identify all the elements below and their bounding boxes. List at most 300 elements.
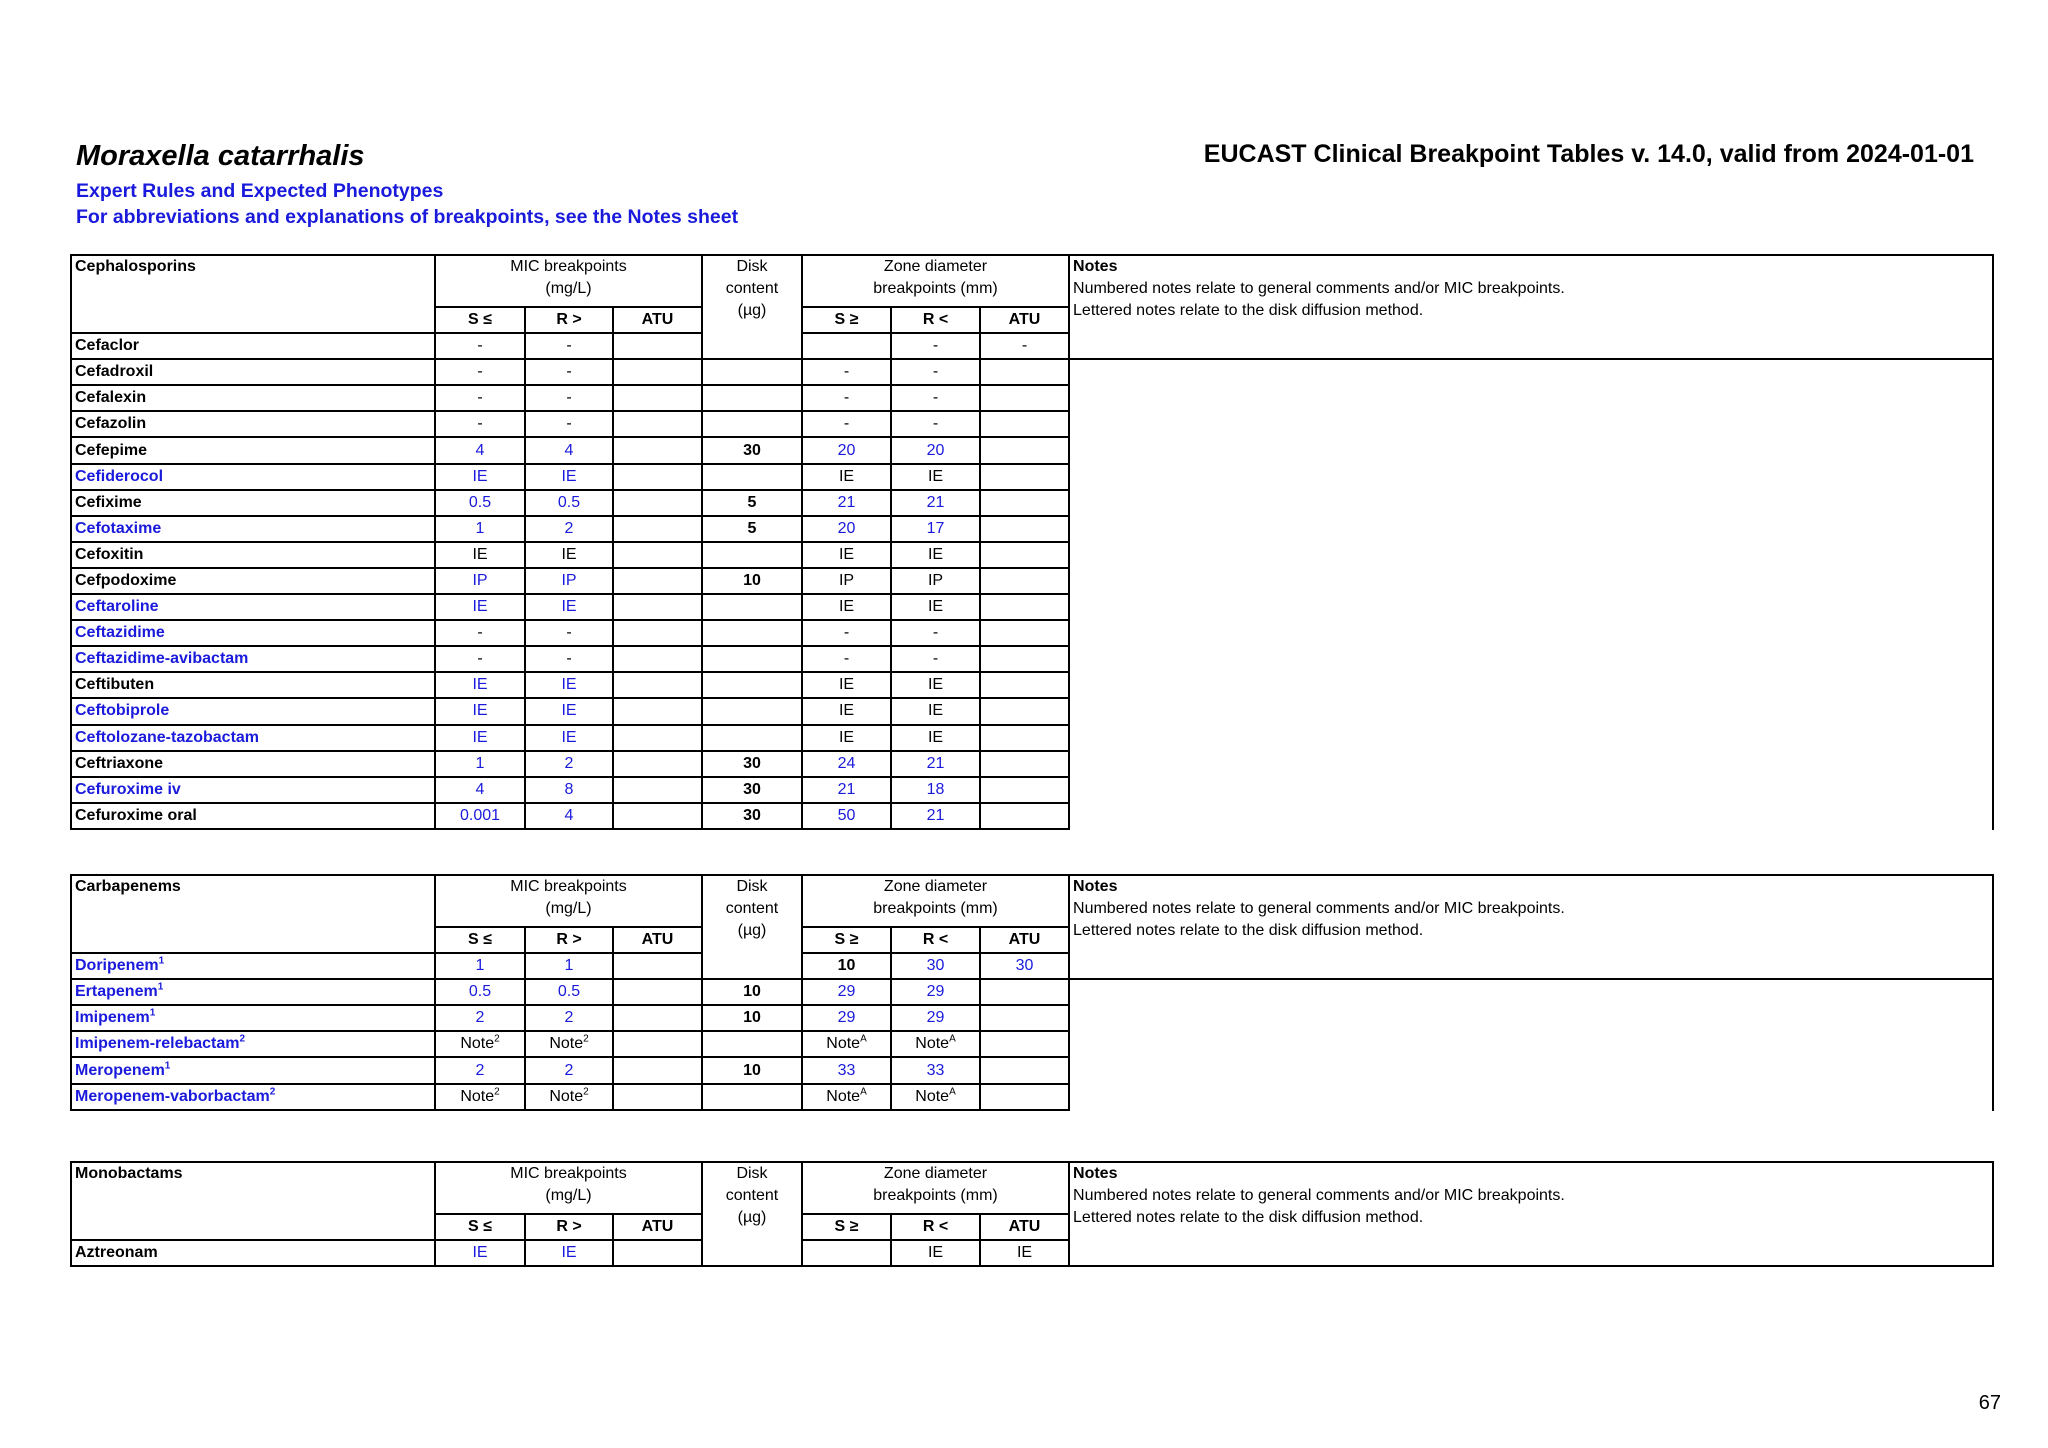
table-row	[71, 385, 1993, 411]
disk-content-value	[702, 516, 802, 542]
zone-s-value-text: 30	[926, 957, 945, 975]
mic-s-value-text: -	[477, 337, 483, 355]
mic-r-value-note-ref: 2	[583, 1086, 589, 1098]
notes-header	[1069, 1162, 1993, 1266]
mic-s-value	[435, 725, 525, 751]
zone-r-value-text: 20	[926, 441, 945, 459]
zone-r-value	[891, 594, 980, 620]
table-row	[71, 464, 1993, 490]
mic-s-value	[435, 1005, 525, 1031]
zone-s-value	[802, 464, 891, 490]
zone-r-value	[980, 1240, 1069, 1266]
mic-r-value-text: 2	[564, 754, 574, 772]
mic-atu-value	[613, 385, 702, 411]
mic-s-value	[435, 751, 525, 777]
drug-name	[71, 979, 435, 1005]
disk-content-value	[702, 751, 802, 777]
table-row	[71, 542, 1993, 568]
mic-s-value-text: IE	[472, 467, 488, 485]
zone-s-value	[802, 1005, 891, 1031]
mic-r-value	[525, 1005, 613, 1031]
zone-s-value-text: 50	[837, 806, 856, 824]
mic-atu-header: ATU	[613, 1214, 702, 1240]
zone-atu-value	[980, 542, 1069, 568]
drug-name	[71, 359, 435, 385]
mic-r-value	[525, 725, 613, 751]
zone-atu-value	[980, 385, 1069, 411]
drug-name-text: Cefadroxil	[75, 363, 154, 381]
drug-name-text: Ceftazidime	[75, 624, 165, 642]
drug-name	[71, 777, 435, 803]
notes-line2: Lettered notes relate to the disk diffusion method.	[1073, 1209, 1424, 1226]
mic-r-value-text: 2	[564, 519, 574, 537]
mic-atu-value	[613, 333, 702, 359]
zone-s-value	[802, 751, 891, 777]
mic-atu-value	[613, 490, 702, 516]
mic-atu-value	[613, 620, 702, 646]
mic-r-value	[525, 1031, 613, 1057]
zone-s-value	[891, 953, 980, 979]
drug-name-text: Ceftolozane-tazobactam	[75, 728, 260, 746]
zone-s-value	[802, 516, 891, 542]
zone-s-value	[802, 385, 891, 411]
zone-r-value-note-ref: A	[949, 1086, 956, 1098]
disk-content-value	[702, 803, 802, 829]
mic-r-value	[525, 333, 613, 359]
zone-s-value	[802, 542, 891, 568]
mic-atu-value	[613, 1057, 702, 1083]
zone-s-value	[802, 1057, 891, 1083]
zone-s-value-text: 20	[837, 441, 856, 459]
zone-atu-header: ATU	[980, 1214, 1069, 1240]
zone-r-value	[980, 333, 1069, 359]
table-row	[71, 516, 1993, 542]
zone-r-value-text: Note	[915, 1035, 950, 1053]
table-row	[71, 359, 1993, 385]
drug-name	[71, 1031, 435, 1057]
notes-line2: Lettered notes relate to the disk diffusion method.	[1073, 302, 1424, 319]
mic-atu-value	[613, 1005, 702, 1031]
disk-content-value	[702, 979, 802, 1005]
table-carbapenems	[70, 874, 1994, 1111]
mic-r-value	[525, 359, 613, 385]
mic-r-value-text: 0.5	[557, 493, 581, 511]
drug-name	[71, 646, 435, 672]
mic-s-value-note-ref: 2	[494, 1034, 500, 1046]
drug-name	[71, 437, 435, 463]
mic-s-value-text: 4	[475, 780, 485, 798]
mic-r-value	[525, 1240, 613, 1266]
zone-s-value-text: IE	[838, 676, 855, 694]
disk-content-value	[702, 437, 802, 463]
mic-r-value	[525, 464, 613, 490]
mic-atu-value	[613, 1031, 702, 1057]
mic-s-header: S ≤	[435, 927, 525, 953]
disk-content-value	[702, 385, 802, 411]
mic-header-line1: MIC breakpoints	[510, 258, 627, 275]
mic-atu-value	[613, 437, 702, 463]
mic-header-line2: (mg/L)	[545, 280, 592, 297]
class-heading: Monobactams	[71, 1162, 435, 1240]
mic-s-value-text: -	[477, 415, 483, 433]
mic-r-value	[525, 385, 613, 411]
zone-r-value	[891, 385, 980, 411]
disk-content-value-text: 10	[743, 1061, 761, 1079]
zone-s-value-note-ref: A	[860, 1034, 867, 1046]
zone-atu-value	[980, 803, 1069, 829]
table-row	[71, 751, 1993, 777]
mic-s-value	[435, 516, 525, 542]
disk-header-line2: content	[725, 900, 779, 917]
mic-atu-value	[613, 803, 702, 829]
drug-name-text: Cefaclor	[75, 337, 140, 355]
zone-atu-value	[980, 725, 1069, 751]
notes-line2: Lettered notes relate to the disk diffusion method.	[1073, 922, 1424, 939]
mic-header	[435, 875, 702, 927]
mic-s-value	[435, 333, 525, 359]
zone-r-value-text: 21	[926, 754, 945, 772]
drug-name-text: Cefuroxime oral	[75, 806, 197, 824]
mic-r-value-text: 0.5	[557, 983, 581, 1001]
mic-r-value	[525, 568, 613, 594]
zone-r-value-text: -	[1021, 337, 1028, 355]
notes-heading: Notes	[1073, 1165, 1118, 1182]
zone-s-value-text: 21	[837, 780, 856, 798]
drug-name-text: Meropenem-vaborbactam	[75, 1087, 270, 1105]
drug-name-note-ref: 1	[164, 1060, 171, 1072]
zone-r-value-text: 18	[926, 780, 945, 798]
class-heading: Cephalosporins	[71, 255, 435, 333]
zone-atu-value	[980, 1084, 1069, 1110]
zone-s-value	[802, 620, 891, 646]
zone-r-value	[891, 464, 980, 490]
mic-s-value	[435, 437, 525, 463]
zone-r-value-text: 29	[926, 1009, 945, 1027]
mic-s-value	[435, 464, 525, 490]
mic-atu-value	[613, 777, 702, 803]
zone-r-value	[891, 568, 980, 594]
mic-r-value	[525, 1057, 613, 1083]
mic-s-value-text: -	[477, 363, 483, 381]
page-number: 67	[1978, 1392, 2001, 1414]
zone-s-value	[891, 1240, 980, 1266]
drug-name-note-ref: 1	[157, 981, 164, 993]
drug-name-text: Meropenem	[75, 1061, 165, 1079]
mic-header-line2: (mg/L)	[545, 900, 592, 917]
mic-r-value	[525, 953, 613, 979]
zone-r-value	[980, 953, 1069, 979]
mic-atu-value	[613, 1240, 702, 1266]
zone-s-value-text: IP	[838, 571, 855, 589]
zone-r-header: R <	[891, 927, 980, 953]
zone-atu-value	[980, 594, 1069, 620]
zone-r-header: R <	[891, 1214, 980, 1240]
mic-atu-value	[613, 1084, 702, 1110]
mic-s-value	[435, 1057, 525, 1083]
mic-r-value-text: -	[566, 415, 572, 433]
drug-name	[71, 1005, 435, 1031]
disk-content-value	[702, 1005, 802, 1031]
zone-r-value	[891, 542, 980, 568]
notes-line1: Numbered notes relate to general comments and/or MIC breakpoints.	[1073, 1187, 1565, 1204]
zone-r-value	[891, 437, 980, 463]
disk-content-value-text: 10	[743, 1009, 761, 1027]
mic-s-value	[435, 359, 525, 385]
zone-s-value-text: -	[843, 389, 850, 407]
zone-r-value-text: 17	[926, 519, 945, 537]
version-title: EUCAST Clinical Breakpoint Tables v. 14.0, valid from 2024-01-01	[1203, 140, 1974, 168]
table-row	[71, 803, 1993, 829]
zone-s-value	[802, 725, 891, 751]
notes-heading: Notes	[1073, 878, 1118, 895]
zone-s-value	[802, 490, 891, 516]
zone-s-value	[802, 803, 891, 829]
table-row	[71, 568, 1993, 594]
zone-s-header: S ≥	[802, 307, 891, 333]
mic-r-value-text: 1	[564, 957, 574, 975]
mic-r-header: R >	[525, 927, 613, 953]
disk-content-value	[702, 672, 802, 698]
mic-atu-value	[613, 594, 702, 620]
drug-name	[71, 620, 435, 646]
disk-content-value-text: 5	[747, 519, 757, 537]
disk-content-value-text: 30	[743, 806, 761, 824]
drug-name	[71, 411, 435, 437]
drug-name-text: Imipenem	[75, 1009, 150, 1027]
mic-header-line2: (mg/L)	[545, 1187, 592, 1204]
disk-content-value	[802, 333, 891, 359]
disk-header-line1: Disk	[736, 878, 768, 895]
zone-r-value-text: 30	[1015, 957, 1034, 975]
mic-s-value	[435, 953, 525, 979]
mic-r-header: R >	[525, 1214, 613, 1240]
mic-atu-header: ATU	[613, 927, 702, 953]
drug-name-text: Cefazolin	[75, 415, 147, 433]
zone-r-value	[891, 516, 980, 542]
zone-header-line1: Zone diameter	[883, 878, 988, 895]
disk-header	[702, 875, 802, 979]
mic-s-value-text: 1	[475, 957, 485, 975]
disk-header	[702, 1162, 802, 1266]
disk-content-value	[802, 1240, 891, 1266]
zone-r-value-text: IE	[927, 467, 944, 485]
zone-header	[802, 875, 1069, 927]
zone-s-value-text: 24	[837, 754, 856, 772]
drug-name-text: Cefuroxime iv	[75, 780, 181, 798]
zone-s-value-text: -	[932, 337, 939, 355]
mic-r-value-text: IE	[561, 467, 577, 485]
zone-r-value-text: -	[932, 363, 939, 381]
mic-r-value-text: IE	[561, 545, 577, 563]
zone-s-value-text: Note	[826, 1035, 861, 1053]
zone-header-line1: Zone diameter	[883, 258, 988, 275]
zone-atu-value	[980, 516, 1069, 542]
zone-r-value-text: IP	[927, 571, 944, 589]
zone-header	[802, 255, 1069, 307]
drug-name-text: Cefepime	[75, 441, 148, 459]
zone-atu-value	[980, 620, 1069, 646]
zone-atu-value	[980, 698, 1069, 724]
mic-r-value-text: -	[566, 337, 572, 355]
zone-r-value-text: Note	[915, 1087, 950, 1105]
mic-s-value	[435, 1240, 525, 1266]
mic-r-value	[525, 777, 613, 803]
drug-name-text: Doripenem	[75, 957, 159, 975]
table-row	[71, 698, 1993, 724]
mic-s-value-note-ref: 2	[494, 1086, 500, 1098]
mic-r-value	[525, 620, 613, 646]
drug-name	[71, 516, 435, 542]
disk-content-value	[702, 411, 802, 437]
zone-s-value-text: Note	[826, 1087, 861, 1105]
zone-r-value	[891, 646, 980, 672]
table-row	[71, 979, 1993, 1005]
zone-s-value	[891, 333, 980, 359]
zone-s-value-text: -	[843, 415, 850, 433]
mic-r-value-text: IE	[561, 728, 577, 746]
disk-content-value	[702, 698, 802, 724]
mic-s-value	[435, 777, 525, 803]
zone-header-line2: breakpoints (mm)	[873, 1187, 998, 1204]
zone-s-value	[802, 437, 891, 463]
disk-content-value	[702, 490, 802, 516]
zone-atu-value	[980, 1057, 1069, 1083]
table-row	[71, 490, 1993, 516]
disk-header-line2: content	[725, 280, 779, 297]
zone-s-value-text: 29	[837, 1009, 856, 1027]
abbreviations-note[interactable]: For abbreviations and explanations of breakpoints, see the Notes sheet	[76, 206, 739, 228]
mic-r-value	[525, 646, 613, 672]
zone-s-value	[802, 1031, 891, 1057]
mic-s-value-text: -	[477, 624, 483, 642]
zone-r-value	[891, 777, 980, 803]
mic-s-value	[435, 1084, 525, 1110]
table-row	[71, 1005, 1993, 1031]
disk-header-line3: (µg)	[737, 922, 767, 939]
drug-name	[71, 698, 435, 724]
mic-s-value-text: 2	[475, 1061, 485, 1079]
mic-atu-value	[613, 979, 702, 1005]
zone-s-value	[802, 568, 891, 594]
disk-content-value-text: 5	[747, 493, 757, 511]
drug-name	[71, 333, 435, 359]
mic-s-value-text: IE	[472, 1244, 488, 1262]
zone-atu-value	[980, 411, 1069, 437]
mic-r-value	[525, 672, 613, 698]
mic-r-value	[525, 516, 613, 542]
drug-name-text: Aztreonam	[75, 1244, 158, 1262]
expert-rules-link[interactable]: Expert Rules and Expected Phenotypes	[76, 180, 444, 202]
disk-content-value-text: 30	[743, 754, 761, 772]
drug-name-text: Cefalexin	[75, 389, 147, 407]
disk-content-value	[702, 568, 802, 594]
mic-s-value	[435, 385, 525, 411]
zone-s-value-text: 29	[837, 983, 856, 1001]
mic-s-value-text: -	[477, 650, 483, 668]
drug-name-text: Ceftaroline	[75, 598, 159, 616]
zone-atu-header: ATU	[980, 927, 1069, 953]
zone-atu-header: ATU	[980, 307, 1069, 333]
disk-content-value-text: 10	[743, 983, 761, 1001]
notes-line1: Numbered notes relate to general comments and/or MIC breakpoints.	[1073, 280, 1565, 297]
zone-atu-value	[980, 490, 1069, 516]
zone-r-value	[891, 411, 980, 437]
zone-r-value	[891, 803, 980, 829]
disk-header-line3: (µg)	[737, 1209, 767, 1226]
drug-name-text: Cefotaxime	[75, 519, 162, 537]
zone-s-value	[802, 672, 891, 698]
drug-name	[71, 490, 435, 516]
zone-s-value	[802, 646, 891, 672]
disk-content-value-text: 10	[837, 957, 856, 975]
zone-r-value-text: 21	[926, 806, 945, 824]
zone-r-header: R <	[891, 307, 980, 333]
mic-r-value-text: -	[566, 389, 572, 407]
drug-name-text: Ceftriaxone	[75, 754, 164, 772]
drug-name-note-ref: 2	[269, 1086, 276, 1098]
mic-r-value-text: IE	[561, 1244, 577, 1262]
mic-s-value	[435, 411, 525, 437]
zone-s-value	[802, 979, 891, 1005]
mic-r-value-text: 2	[564, 1009, 574, 1027]
drug-name-text: Cefixime	[75, 493, 142, 511]
mic-atu-value	[613, 725, 702, 751]
zone-r-value-text: IE	[927, 702, 944, 720]
zone-atu-value	[980, 359, 1069, 385]
mic-s-value-text: 0.001	[459, 806, 501, 824]
table-row	[71, 620, 1993, 646]
mic-s-value	[435, 568, 525, 594]
zone-s-value-text: 33	[837, 1061, 856, 1079]
mic-r-value-text: Note	[549, 1035, 584, 1053]
disk-header-line3: (µg)	[737, 302, 767, 319]
zone-atu-value	[980, 751, 1069, 777]
mic-header	[435, 255, 702, 307]
drug-name-note-ref: 2	[239, 1034, 246, 1046]
zone-r-value-text: -	[932, 650, 939, 668]
table-cephalosporins	[70, 254, 1994, 830]
mic-s-value-text: 4	[475, 441, 485, 459]
zone-atu-value	[980, 646, 1069, 672]
drug-name-text: Ceftazidime-avibactam	[75, 650, 249, 668]
disk-content-value	[702, 1084, 802, 1110]
zone-atu-value	[980, 1005, 1069, 1031]
mic-atu-value	[613, 411, 702, 437]
disk-content-value	[702, 620, 802, 646]
zone-r-value-text: 21	[926, 493, 945, 511]
mic-atu-value	[613, 672, 702, 698]
drug-name	[71, 464, 435, 490]
mic-r-value-note-ref: 2	[583, 1034, 589, 1046]
mic-r-value-text: -	[566, 650, 572, 668]
mic-r-header: R >	[525, 307, 613, 333]
mic-s-value-text: IE	[472, 676, 488, 694]
mic-r-value	[525, 803, 613, 829]
mic-r-value-text: 4	[564, 806, 574, 824]
mic-r-value	[525, 542, 613, 568]
table-row	[71, 672, 1993, 698]
zone-r-value-text: 29	[926, 983, 945, 1001]
notes-header	[1069, 255, 1993, 359]
table-row	[71, 725, 1993, 751]
drug-name-text: Imipenem-relebactam	[75, 1035, 240, 1053]
mic-s-value	[435, 1031, 525, 1057]
mic-s-value	[435, 698, 525, 724]
zone-s-value-text: -	[843, 624, 850, 642]
table-row	[71, 411, 1993, 437]
zone-s-value	[802, 594, 891, 620]
class-heading: Carbapenems	[71, 875, 435, 953]
